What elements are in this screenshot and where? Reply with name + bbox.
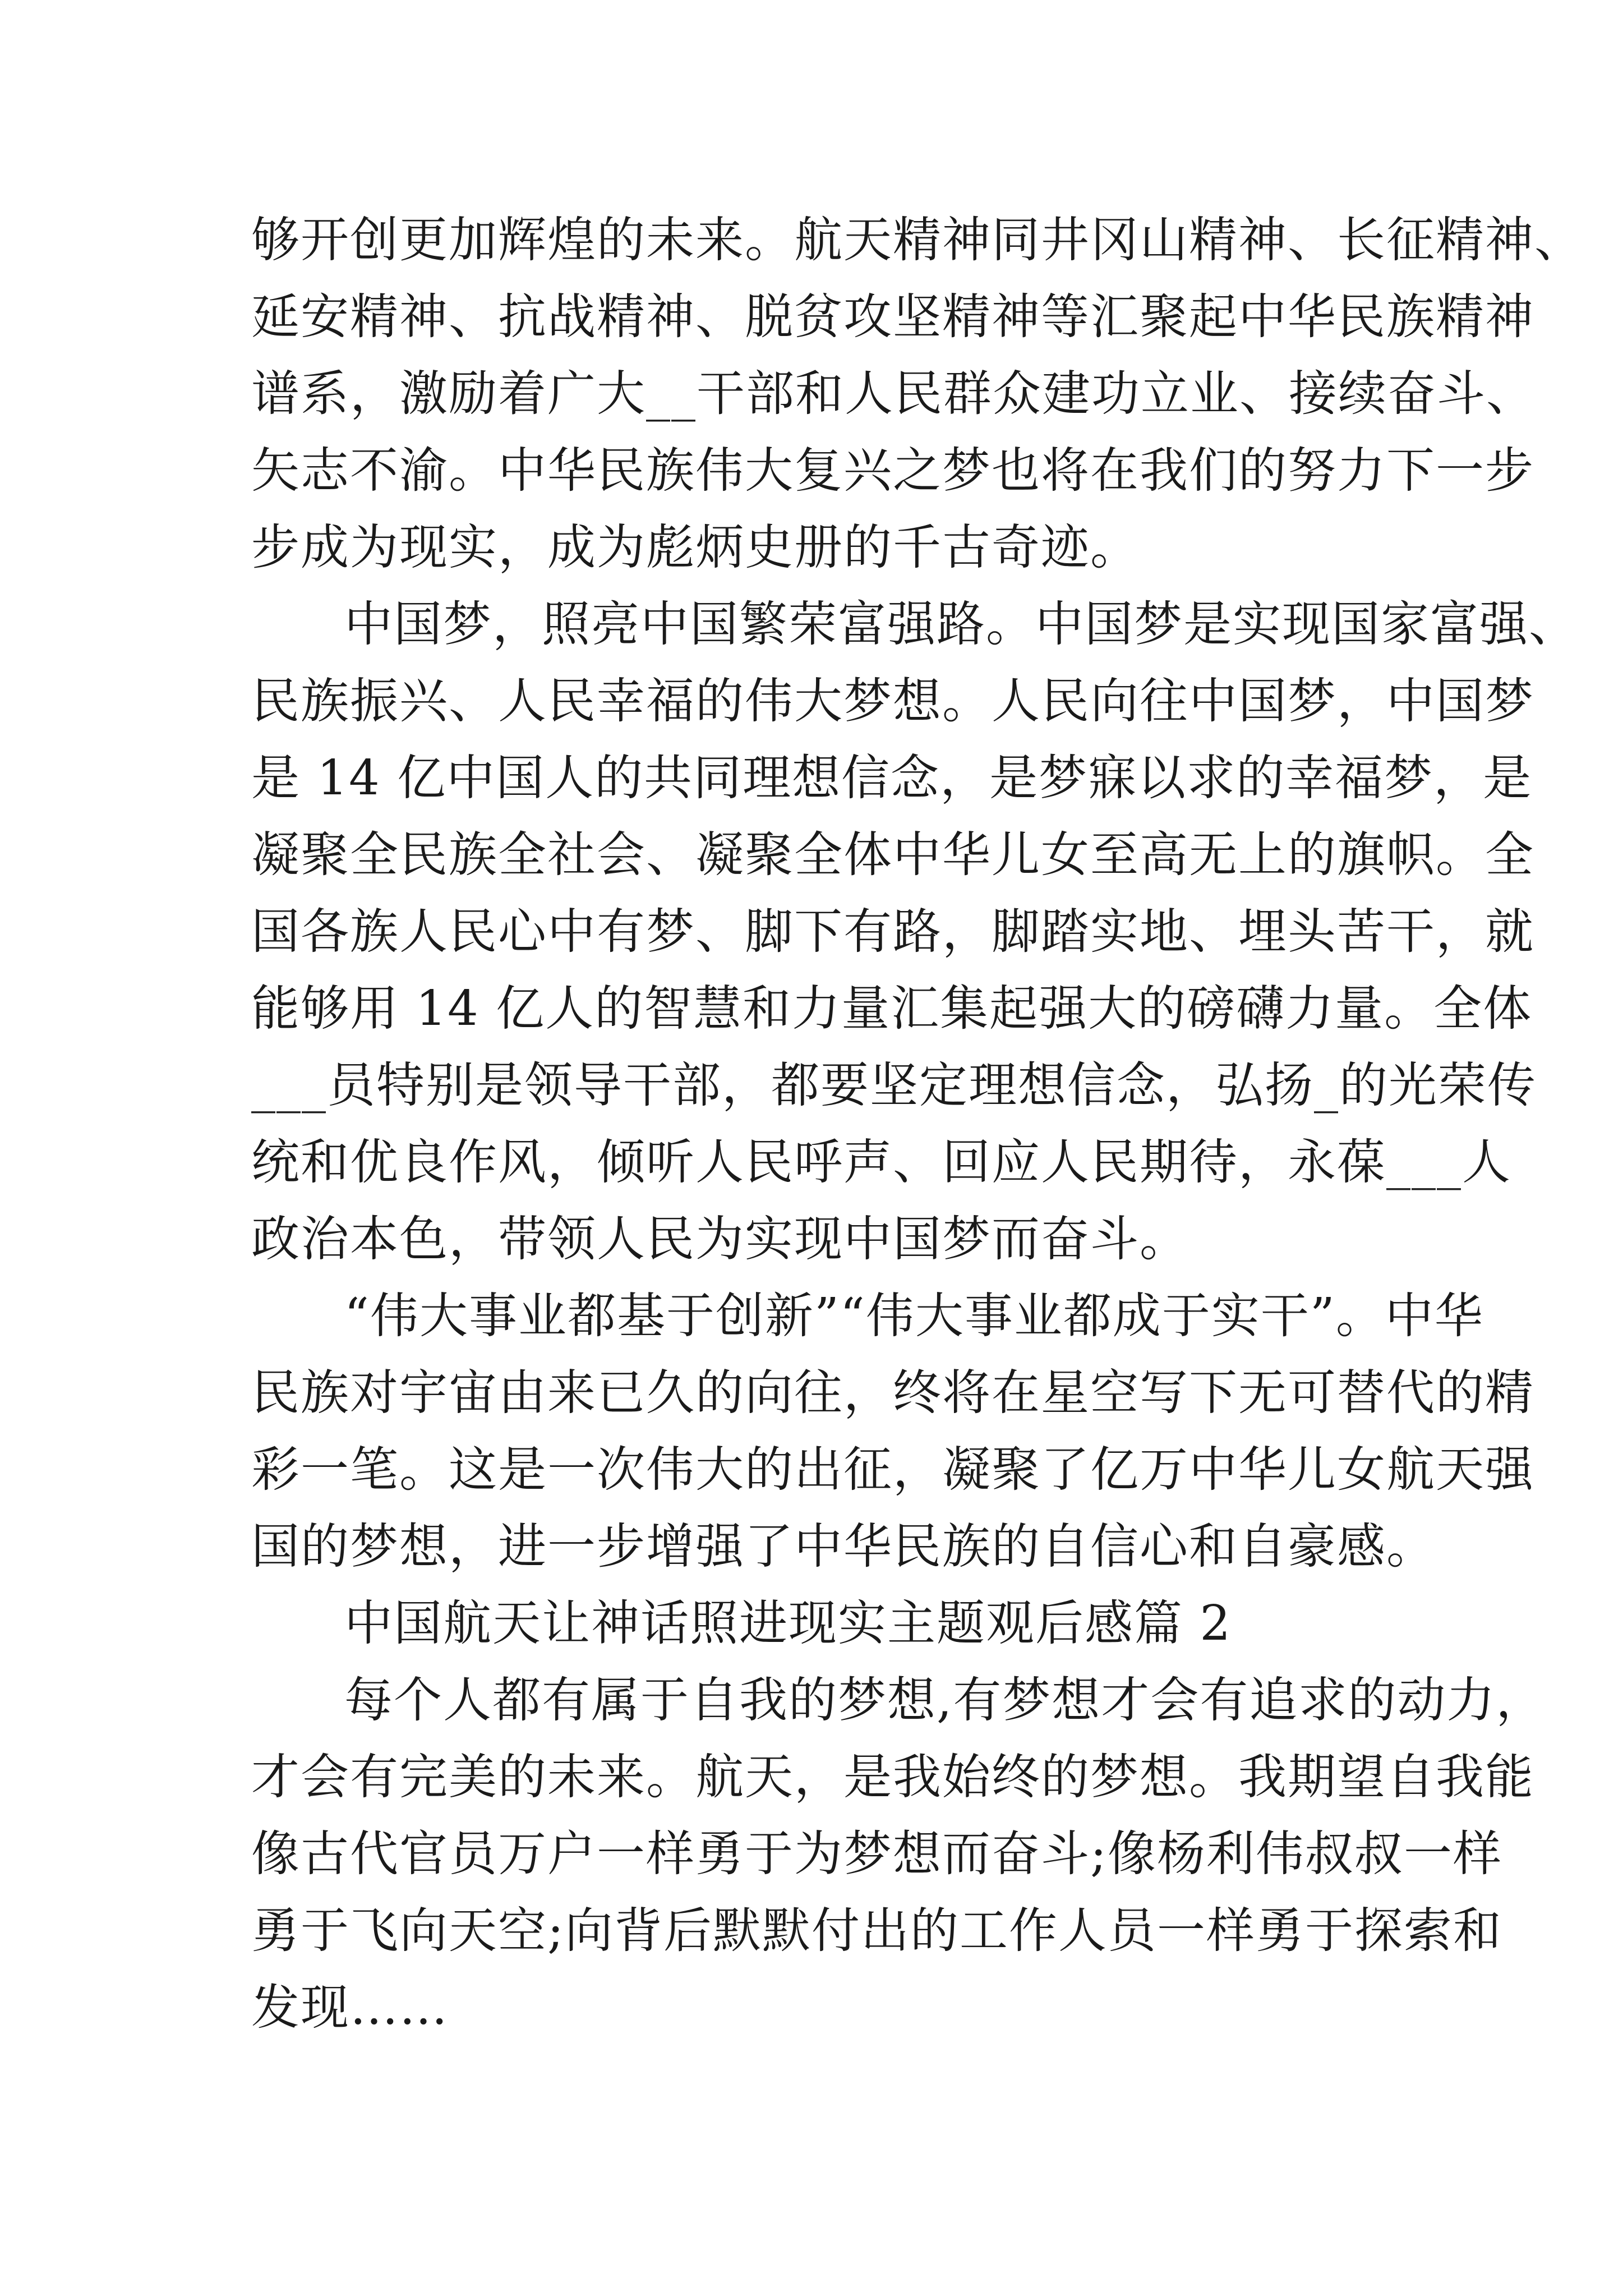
text-line: 才会有完美的未来。航天，是我始终的梦想。我期望自我能 [251,1749,1534,1805]
text-line: 步成为现实，成为彪炳史册的千古奇迹。 [251,519,1140,576]
text-line: 能够用 14 亿人的智慧和力量汇集起强大的磅礴力量。全体 [251,981,1533,1037]
text-line: 国的梦想，进一步增强了中华民族的自信心和自豪感。 [251,1519,1436,1575]
text-line: 延安精神、抗战精神、脱贫攻坚精神等汇聚起中华民族精神 [251,289,1534,345]
text-line: 是 14 亿中国人的共同理想信念，是梦寐以求的幸福梦，是 [251,750,1533,806]
paragraph-first-line: 中国梦，照亮中国繁荣富强路。中国梦是实现国家富强、 [344,596,1578,652]
text-line: 矢志不渝。中华民族伟大复兴之梦也将在我们的努力下一步 [251,443,1534,499]
text-line: 国各族人民心中有梦、脚下有路，脚踏实地、埋头苦干，就 [251,904,1534,960]
text-line: 政治本色，带领人民为实现中国梦而奋斗。 [251,1211,1189,1267]
text-line: 发现…… [251,1980,449,2036]
text-line: 像古代官员万户一样勇于为梦想而奋斗;像杨利伟叔叔一样 [251,1826,1502,1882]
text-line: ___员特别是领导干部，都要坚定理想信念，弘扬_的光荣传 [251,1057,1537,1114]
paragraph-first-line: “伟大事业都基于创新”“伟大事业都成于实干”。中华 [344,1288,1484,1344]
text-line: 凝聚全民族全社会、凝聚全体中华儿女至高无上的旗帜。全 [251,827,1534,883]
text-line: 谱系，激励着广大__干部和人民群众建功立业、接续奋斗、 [251,366,1536,422]
text-line: 统和优良作风，倾听人民呼声、回应人民期待，永葆___人 [251,1134,1511,1190]
text-line: 勇于飞向天空;向背后默默付出的工作人员一样勇于探索和 [251,1903,1502,1959]
section-heading: 中国航天让神话照进现实主题观后感篇 2 [344,1595,1232,1651]
text-line: 民族振兴、人民幸福的伟大梦想。人民向往中国梦，中国梦 [251,673,1534,729]
paragraph-first-line: 每个人都有属于自我的梦想,有梦想才会有追求的动力， [344,1672,1546,1728]
text-line: 民族对宇宙由来已久的向往，终将在星空写下无可替代的精 [251,1365,1534,1421]
text-line: 够开创更加辉煌的未来。航天精神同井冈山精神、长征精神、 [251,212,1584,268]
text-line: 彩一笔。这是一次伟大的出征，凝聚了亿万中华儿女航天强 [251,1442,1534,1498]
